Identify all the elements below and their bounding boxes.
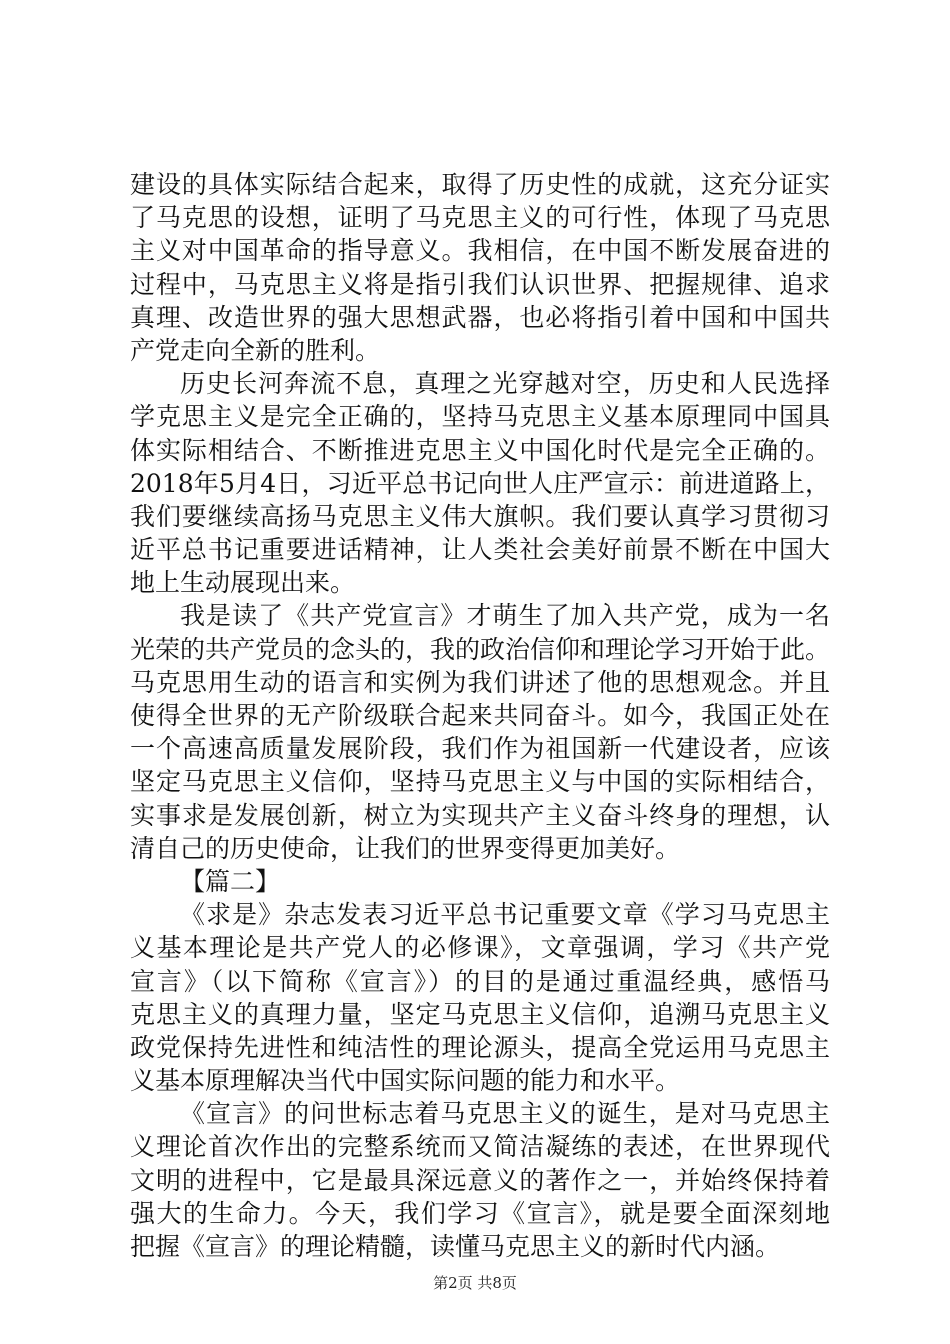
text-line: 近平总书记重要进话精神，让人类社会美好前景不断在中国大 — [130, 535, 830, 565]
text-line: 体实际相结合、不断推进克思主义中国化时代是完全正确的。 — [130, 435, 830, 465]
text-line: 义基本原理解决当代中国实际问题的能力和水平。 — [130, 1066, 681, 1096]
text-line: 坚定马克思主义信仰，坚持马克思主义与中国的实际相结合， — [130, 767, 830, 797]
text-line: 文明的进程中，它是最具深远意义的著作之一，并始终保持着 — [130, 1165, 830, 1195]
text-line: 真理、改造世界的强大思想武器，也必将指引着中国和中国共 — [130, 302, 830, 332]
text-line: 克思主义的真理力量，坚定马克思主义信仰，追溯马克思主义 — [130, 999, 830, 1029]
text-line: 马克思用生动的语言和实例为我们讲述了他的思想观念。并且 — [130, 667, 830, 697]
text-line: 2018年5月4日，习近平总书记向世人庄严宣示：前进道路上， — [130, 468, 830, 498]
text-line: 义理论首次作出的完整系统而又简洁凝练的表述，在世界现代 — [130, 1132, 830, 1162]
text-line: 使得全世界的无产阶级联合起来共同奋斗。如今，我国正处在 — [130, 701, 830, 730]
text-line: 了马克思的设想，证明了马克思主义的可行性，体现了马克思 — [130, 203, 830, 233]
paragraph-first-line: 《求是》杂志发表习近平总书记重要文章《学习马克思主 — [180, 900, 830, 930]
text-line: 产党走向全新的胜利。 — [130, 335, 381, 365]
text-line: 过程中，马克思主义将是指引我们认识世界、把握规律、追求 — [130, 269, 830, 299]
text-line: 光荣的共产党员的念头的，我的政治信仰和理论学习开始于此。 — [130, 634, 831, 664]
paragraph-first-line: 我是读了《共产党宣言》才萌生了加入共产党，成为一名 — [180, 601, 830, 631]
text-line: 一个高速高质量发展阶段，我们作为祖国新一代建设者，应该 — [130, 734, 830, 764]
text-line: 清自己的历史使命，让我们的世界变得更加美好。 — [130, 833, 681, 863]
paragraph-first-line: 《宣言》的问世标志着马克思主义的诞生，是对马克思主 — [180, 1099, 830, 1129]
paragraph-first-line: 历史长河奔流不息，真理之光穿越对空，历史和人民选择 — [180, 369, 830, 399]
text-line: 主义对中国革命的指导意义。我相信，在中国不断发展奋进的 — [130, 236, 830, 266]
text-line: 实事求是发展创新，树立为实现共产主义奋斗终身的理想，认 — [130, 800, 830, 830]
text-line: 学克思主义是完全正确的，坚持马克思主义基本原理同中国具 — [130, 402, 830, 432]
text-line: 政党保持先进性和纯洁性的理论源头，提高全党运用马克思主 — [130, 1032, 830, 1062]
text-line: 地上生动展现出来。 — [130, 568, 356, 598]
text-line: 义基本理论是共产党人的必修课》，文章强调，学习《共产党 — [130, 933, 830, 963]
document-body — [130, 168, 830, 1263]
page-indicator: 第2页 共8页 — [433, 1274, 517, 1292]
text-line: 把握《宣言》的理论精髓，读懂马克思主义的新时代内涵。 — [130, 1232, 781, 1261]
text-line: 宣言》（以下简称《宣言》）的目的是通过重温经典，感悟马 — [130, 966, 830, 996]
text-line: 建设的具体实际结合起来，取得了历史性的成就，这充分证实 — [130, 170, 830, 199]
text-line: 强大的生命力。今天，我们学习《宣言》，就是要全面深刻地 — [130, 1198, 830, 1228]
text-line: 我们要继续高扬马克思主义伟大旗帜。我们要认真学习贯彻习 — [130, 501, 830, 531]
section-heading: 【篇二】 — [180, 866, 281, 896]
